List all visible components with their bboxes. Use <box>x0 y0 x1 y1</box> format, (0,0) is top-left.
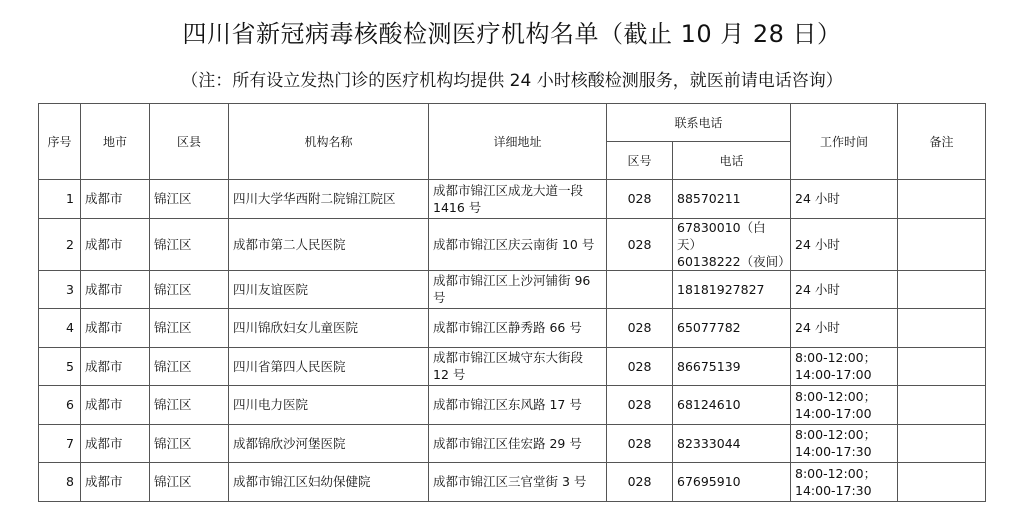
cell-seq: 3 <box>39 270 81 309</box>
table-row <box>39 309 986 348</box>
cell-district: 锦江区 <box>150 218 229 270</box>
table-row <box>39 424 986 463</box>
document-note: （注：所有设立发热门诊的医疗机构均提供 24 小时核酸检测服务，就医前请电话咨询） <box>181 71 843 91</box>
cell-hours: 8:00-12:00； 14:00-17:00 <box>791 386 898 425</box>
cell-area-code <box>607 270 673 309</box>
table-body <box>39 180 986 502</box>
cell-address: 成都市锦江区上沙河铺街 96 号 <box>429 270 607 309</box>
table-row <box>39 218 986 270</box>
cell-remark <box>898 347 986 386</box>
cell-remark <box>898 463 986 502</box>
header-city: 地市 <box>81 104 150 180</box>
cell-hours: 24 小时 <box>791 309 898 348</box>
cell-phone: 82333044 <box>673 424 791 463</box>
cell-hours: 8:00-12:00； 14:00-17:30 <box>791 463 898 502</box>
header-phone: 电话 <box>673 142 791 180</box>
cell-address: 成都市锦江区东风路 17 号 <box>429 386 607 425</box>
cell-district: 锦江区 <box>150 347 229 386</box>
cell-address: 成都市锦江区三官堂街 3 号 <box>429 463 607 502</box>
cell-area-code: 028 <box>607 386 673 425</box>
cell-seq: 5 <box>39 347 81 386</box>
cell-seq: 2 <box>39 218 81 270</box>
cell-city: 成都市 <box>81 347 150 386</box>
cell-name: 成都市第二人民医院 <box>229 218 429 270</box>
cell-city: 成都市 <box>81 309 150 348</box>
cell-area-code: 028 <box>607 180 673 219</box>
cell-area-code: 028 <box>607 347 673 386</box>
table-row <box>39 386 986 425</box>
cell-city: 成都市 <box>81 180 150 219</box>
cell-phone: 67695910 <box>673 463 791 502</box>
cell-name: 四川友谊医院 <box>229 270 429 309</box>
institution-table <box>38 103 986 502</box>
cell-hours: 8:00-12:00； 14:00-17:00 <box>791 347 898 386</box>
cell-name: 四川大学华西附二院锦江院区 <box>229 180 429 219</box>
cell-hours: 24 小时 <box>791 270 898 309</box>
cell-phone: 65077782 <box>673 309 791 348</box>
cell-city: 成都市 <box>81 218 150 270</box>
cell-district: 锦江区 <box>150 386 229 425</box>
cell-address: 成都市锦江区庆云南街 10 号 <box>429 218 607 270</box>
cell-address: 成都市锦江区佳宏路 29 号 <box>429 424 607 463</box>
cell-remark <box>898 270 986 309</box>
header-district: 区县 <box>150 104 229 180</box>
cell-phone: 18181927827 <box>673 270 791 309</box>
table-row <box>39 180 986 219</box>
cell-seq: 8 <box>39 463 81 502</box>
cell-district: 锦江区 <box>150 309 229 348</box>
cell-address: 成都市锦江区静秀路 66 号 <box>429 309 607 348</box>
cell-phone: 86675139 <box>673 347 791 386</box>
cell-hours: 24 小时 <box>791 180 898 219</box>
cell-remark <box>898 424 986 463</box>
cell-district: 锦江区 <box>150 463 229 502</box>
cell-name: 四川锦欣妇女儿童医院 <box>229 309 429 348</box>
cell-name: 成都市锦江区妇幼保健院 <box>229 463 429 502</box>
cell-seq: 1 <box>39 180 81 219</box>
document-title: 四川省新冠病毒核酸检测医疗机构名单（截止 10 月 28 日） <box>182 20 842 48</box>
cell-city: 成都市 <box>81 424 150 463</box>
header-address: 详细地址 <box>429 104 607 180</box>
table-row <box>39 270 986 309</box>
cell-name: 成都锦欣沙河堡医院 <box>229 424 429 463</box>
header-name: 机构名称 <box>229 104 429 180</box>
header-remark: 备注 <box>898 104 986 180</box>
cell-remark <box>898 309 986 348</box>
cell-address: 成都市锦江区成龙大道一段 1416 号 <box>429 180 607 219</box>
table-row <box>39 463 986 502</box>
cell-remark <box>898 386 986 425</box>
cell-hours: 8:00-12:00； 14:00-17:30 <box>791 424 898 463</box>
cell-district: 锦江区 <box>150 270 229 309</box>
header-hours: 工作时间 <box>791 104 898 180</box>
cell-city: 成都市 <box>81 463 150 502</box>
cell-area-code: 028 <box>607 424 673 463</box>
cell-remark <box>898 218 986 270</box>
cell-hours: 24 小时 <box>791 218 898 270</box>
cell-seq: 6 <box>39 386 81 425</box>
cell-district: 锦江区 <box>150 424 229 463</box>
table-row <box>39 347 986 386</box>
header-contact: 联系电话 <box>607 104 791 142</box>
cell-seq: 7 <box>39 424 81 463</box>
cell-seq: 4 <box>39 309 81 348</box>
cell-name: 四川电力医院 <box>229 386 429 425</box>
cell-phone: 88570211 <box>673 180 791 219</box>
cell-name: 四川省第四人民医院 <box>229 347 429 386</box>
cell-city: 成都市 <box>81 270 150 309</box>
header-area-code: 区号 <box>607 142 673 180</box>
cell-address: 成都市锦江区城守东大街段 12 号 <box>429 347 607 386</box>
cell-area-code: 028 <box>607 309 673 348</box>
header-seq: 序号 <box>39 104 81 180</box>
cell-area-code: 028 <box>607 463 673 502</box>
cell-phone: 68124610 <box>673 386 791 425</box>
cell-city: 成都市 <box>81 386 150 425</box>
cell-phone: 67830010（白天） 60138222（夜间） <box>673 218 791 270</box>
cell-remark <box>898 180 986 219</box>
cell-district: 锦江区 <box>150 180 229 219</box>
cell-area-code: 028 <box>607 218 673 270</box>
